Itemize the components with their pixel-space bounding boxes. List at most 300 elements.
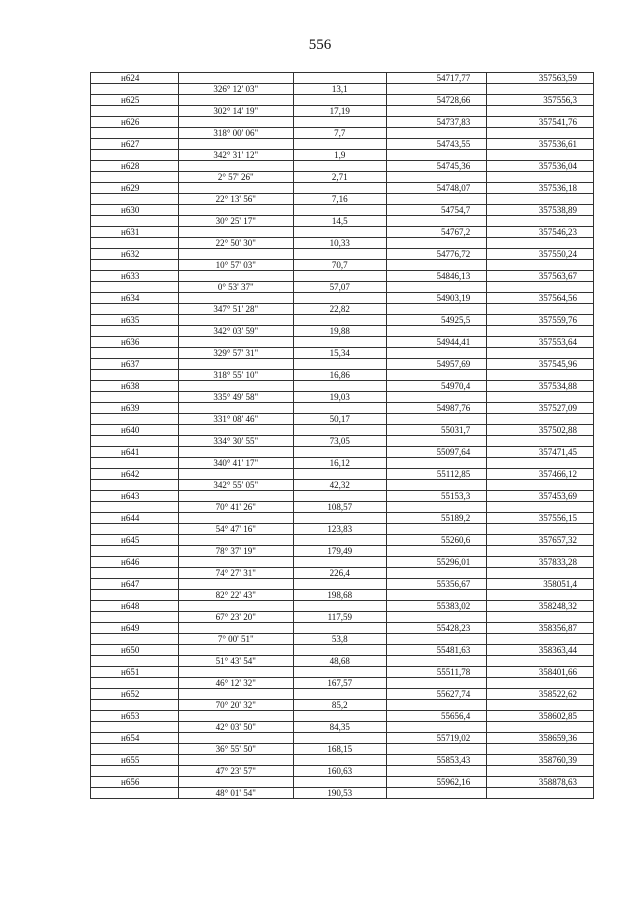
direction-angle: 74° 27' 31" — [179, 568, 293, 579]
empty-cell — [293, 733, 387, 744]
empty-cell — [179, 161, 293, 172]
segment-length: 168,15 — [293, 744, 387, 755]
direction-angle: 36° 55' 50" — [179, 744, 293, 755]
direction-angle: 47° 23' 57" — [179, 766, 293, 777]
empty-cell — [487, 128, 594, 139]
direction-angle: 30° 25' 17" — [179, 216, 293, 227]
empty-cell — [293, 579, 387, 590]
coordinates-table — [90, 72, 594, 799]
point-id: н656 — [91, 777, 179, 788]
empty-cell — [293, 271, 387, 282]
point-row — [91, 601, 594, 612]
empty-cell — [387, 568, 487, 579]
direction-angle: 48° 01' 54" — [179, 788, 293, 799]
empty-cell — [293, 601, 387, 612]
segment-row — [91, 282, 594, 293]
empty-cell — [293, 645, 387, 656]
point-id: н648 — [91, 601, 179, 612]
point-row — [91, 447, 594, 458]
direction-angle: 342° 03' 59" — [179, 326, 293, 337]
empty-cell — [293, 425, 387, 436]
direction-angle: 334° 30' 55" — [179, 436, 293, 447]
direction-angle: 51° 43' 54" — [179, 656, 293, 667]
empty-cell — [387, 766, 487, 777]
coordinate-y: 357541,76 — [487, 117, 594, 128]
empty-cell — [487, 84, 594, 95]
direction-angle: 326° 12' 03" — [179, 84, 293, 95]
coordinate-x: 54754,7 — [387, 205, 487, 216]
empty-cell — [293, 689, 387, 700]
empty-cell — [387, 612, 487, 623]
empty-cell — [487, 524, 594, 535]
point-id: н653 — [91, 711, 179, 722]
direction-angle: 67° 23' 20" — [179, 612, 293, 623]
empty-cell — [179, 711, 293, 722]
empty-cell — [91, 722, 179, 733]
coordinate-x: 55097,64 — [387, 447, 487, 458]
empty-cell — [487, 304, 594, 315]
segment-row — [91, 370, 594, 381]
coordinate-x: 55719,02 — [387, 733, 487, 744]
empty-cell — [293, 777, 387, 788]
segment-row — [91, 656, 594, 667]
empty-cell — [179, 315, 293, 326]
point-row — [91, 733, 594, 744]
empty-cell — [387, 238, 487, 249]
empty-cell — [179, 249, 293, 260]
segment-length: 85,2 — [293, 700, 387, 711]
direction-angle: 70° 20' 32" — [179, 700, 293, 711]
empty-cell — [387, 84, 487, 95]
empty-cell — [293, 447, 387, 458]
segment-row — [91, 172, 594, 183]
empty-cell — [91, 128, 179, 139]
empty-cell — [179, 117, 293, 128]
empty-cell — [179, 381, 293, 392]
point-row — [91, 755, 594, 766]
empty-cell — [293, 491, 387, 502]
segment-row — [91, 436, 594, 447]
empty-cell — [387, 700, 487, 711]
coordinate-y: 357563,67 — [487, 271, 594, 282]
segment-length: 190,53 — [293, 788, 387, 799]
segment-length: 117,59 — [293, 612, 387, 623]
segment-length: 73,05 — [293, 436, 387, 447]
point-row — [91, 359, 594, 370]
empty-cell — [91, 590, 179, 601]
coordinate-y: 358659,36 — [487, 733, 594, 744]
empty-cell — [91, 766, 179, 777]
empty-cell — [387, 282, 487, 293]
direction-angle: 22° 13' 56" — [179, 194, 293, 205]
empty-cell — [179, 227, 293, 238]
point-id: н650 — [91, 645, 179, 656]
empty-cell — [91, 282, 179, 293]
empty-cell — [487, 656, 594, 667]
segment-row — [91, 788, 594, 799]
empty-cell — [487, 348, 594, 359]
direction-angle: 54° 47' 16" — [179, 524, 293, 535]
empty-cell — [179, 645, 293, 656]
segment-length: 7,7 — [293, 128, 387, 139]
direction-angle: 10° 57' 03" — [179, 260, 293, 271]
point-id: н646 — [91, 557, 179, 568]
empty-cell — [91, 546, 179, 557]
segment-row — [91, 326, 594, 337]
point-row — [91, 535, 594, 546]
coordinate-y: 358356,87 — [487, 623, 594, 634]
point-row — [91, 271, 594, 282]
direction-angle: 318° 55' 10" — [179, 370, 293, 381]
empty-cell — [487, 744, 594, 755]
empty-cell — [179, 513, 293, 524]
empty-cell — [91, 502, 179, 513]
segment-length: 84,35 — [293, 722, 387, 733]
segment-row — [91, 238, 594, 249]
segment-length: 70,7 — [293, 260, 387, 271]
empty-cell — [179, 469, 293, 480]
empty-cell — [387, 106, 487, 117]
direction-angle: 42° 03' 50" — [179, 722, 293, 733]
point-row — [91, 315, 594, 326]
segment-length: 16,86 — [293, 370, 387, 381]
empty-cell — [487, 546, 594, 557]
coordinate-x: 54737,83 — [387, 117, 487, 128]
point-id: н638 — [91, 381, 179, 392]
empty-cell — [91, 392, 179, 403]
point-row — [91, 293, 594, 304]
coordinate-x: 55627,74 — [387, 689, 487, 700]
segment-row — [91, 458, 594, 469]
point-id: н639 — [91, 403, 179, 414]
segment-row — [91, 590, 594, 601]
coordinate-x: 54925,5 — [387, 315, 487, 326]
point-row — [91, 117, 594, 128]
empty-cell — [387, 172, 487, 183]
empty-cell — [487, 502, 594, 513]
coordinate-y: 357502,88 — [487, 425, 594, 436]
empty-cell — [91, 612, 179, 623]
empty-cell — [387, 260, 487, 271]
empty-cell — [91, 458, 179, 469]
coordinate-y: 357553,64 — [487, 337, 594, 348]
segment-row — [91, 766, 594, 777]
segment-length: 17,19 — [293, 106, 387, 117]
empty-cell — [91, 656, 179, 667]
empty-cell — [179, 337, 293, 348]
empty-cell — [293, 249, 387, 260]
coordinate-x: 55853,43 — [387, 755, 487, 766]
empty-cell — [387, 524, 487, 535]
empty-cell — [293, 557, 387, 568]
coordinate-x: 55656,4 — [387, 711, 487, 722]
segment-row — [91, 546, 594, 557]
segment-length: 42,32 — [293, 480, 387, 491]
coordinate-x: 54957,69 — [387, 359, 487, 370]
segment-length: 7,16 — [293, 194, 387, 205]
point-id: н652 — [91, 689, 179, 700]
coordinate-y: 358602,85 — [487, 711, 594, 722]
empty-cell — [91, 150, 179, 161]
coordinate-y: 357564,56 — [487, 293, 594, 304]
point-id: н637 — [91, 359, 179, 370]
segment-length: 19,03 — [293, 392, 387, 403]
coordinate-x: 55481,63 — [387, 645, 487, 656]
point-row — [91, 689, 594, 700]
direction-angle: 70° 41' 26" — [179, 502, 293, 513]
segment-length: 1,9 — [293, 150, 387, 161]
point-row — [91, 337, 594, 348]
empty-cell — [91, 568, 179, 579]
empty-cell — [387, 458, 487, 469]
empty-cell — [179, 777, 293, 788]
point-id: н629 — [91, 183, 179, 194]
empty-cell — [387, 546, 487, 557]
point-id: н631 — [91, 227, 179, 238]
empty-cell — [487, 172, 594, 183]
coordinate-y: 358878,63 — [487, 777, 594, 788]
empty-cell — [91, 370, 179, 381]
empty-cell — [487, 788, 594, 799]
segment-row — [91, 568, 594, 579]
empty-cell — [387, 788, 487, 799]
direction-angle: 335° 49' 58" — [179, 392, 293, 403]
coordinate-x: 54903,19 — [387, 293, 487, 304]
empty-cell — [179, 667, 293, 678]
point-id: н643 — [91, 491, 179, 502]
table-body — [91, 73, 594, 799]
empty-cell — [179, 293, 293, 304]
empty-cell — [293, 183, 387, 194]
direction-angle: 82° 22' 43" — [179, 590, 293, 601]
direction-angle: 78° 37' 19" — [179, 546, 293, 557]
direction-angle: 2° 57' 26" — [179, 172, 293, 183]
coordinate-x: 54717,77 — [387, 73, 487, 84]
empty-cell — [387, 744, 487, 755]
segment-length: 198,68 — [293, 590, 387, 601]
point-id: н635 — [91, 315, 179, 326]
empty-cell — [487, 436, 594, 447]
coordinate-y: 357527,09 — [487, 403, 594, 414]
point-row — [91, 249, 594, 260]
segment-row — [91, 524, 594, 535]
segment-row — [91, 634, 594, 645]
empty-cell — [293, 667, 387, 678]
segment-length: 22,82 — [293, 304, 387, 315]
coordinate-x: 55296,01 — [387, 557, 487, 568]
segment-row — [91, 348, 594, 359]
point-row — [91, 711, 594, 722]
empty-cell — [487, 634, 594, 645]
empty-cell — [487, 458, 594, 469]
empty-cell — [487, 612, 594, 623]
empty-cell — [387, 656, 487, 667]
segment-row — [91, 722, 594, 733]
empty-cell — [487, 414, 594, 425]
empty-cell — [293, 513, 387, 524]
empty-cell — [487, 282, 594, 293]
empty-cell — [293, 337, 387, 348]
empty-cell — [487, 480, 594, 491]
coordinate-y: 358522,62 — [487, 689, 594, 700]
empty-cell — [91, 788, 179, 799]
coordinate-x: 54767,2 — [387, 227, 487, 238]
coordinate-x: 55189,2 — [387, 513, 487, 524]
segment-length: 108,57 — [293, 502, 387, 513]
coordinate-y: 357536,61 — [487, 139, 594, 150]
empty-cell — [387, 194, 487, 205]
point-id: н626 — [91, 117, 179, 128]
empty-cell — [293, 469, 387, 480]
empty-cell — [91, 106, 179, 117]
segment-row — [91, 392, 594, 403]
segment-row — [91, 480, 594, 491]
empty-cell — [387, 370, 487, 381]
empty-cell — [387, 436, 487, 447]
segment-length: 167,57 — [293, 678, 387, 689]
segment-row — [91, 194, 594, 205]
segment-length: 179,49 — [293, 546, 387, 557]
coordinate-y: 357550,24 — [487, 249, 594, 260]
empty-cell — [91, 480, 179, 491]
empty-cell — [487, 260, 594, 271]
empty-cell — [91, 348, 179, 359]
empty-cell — [91, 634, 179, 645]
empty-cell — [293, 755, 387, 766]
empty-cell — [179, 95, 293, 106]
empty-cell — [293, 139, 387, 150]
coordinate-x: 54970,4 — [387, 381, 487, 392]
point-row — [91, 425, 594, 436]
empty-cell — [91, 216, 179, 227]
point-row — [91, 227, 594, 238]
empty-cell — [91, 260, 179, 271]
coordinate-y: 358051,4 — [487, 579, 594, 590]
direction-angle: 342° 55' 05" — [179, 480, 293, 491]
point-row — [91, 381, 594, 392]
empty-cell — [387, 348, 487, 359]
empty-cell — [293, 227, 387, 238]
point-id: н633 — [91, 271, 179, 282]
empty-cell — [179, 689, 293, 700]
direction-angle: 340° 41' 17" — [179, 458, 293, 469]
empty-cell — [487, 766, 594, 777]
empty-cell — [179, 623, 293, 634]
segment-row — [91, 216, 594, 227]
coordinate-x: 55031,7 — [387, 425, 487, 436]
empty-cell — [293, 359, 387, 370]
coordinate-y: 358248,32 — [487, 601, 594, 612]
segment-row — [91, 414, 594, 425]
coordinate-x: 55356,67 — [387, 579, 487, 590]
segment-length: 226,4 — [293, 568, 387, 579]
empty-cell — [179, 403, 293, 414]
coordinate-y: 358401,66 — [487, 667, 594, 678]
empty-cell — [293, 315, 387, 326]
direction-angle: 0° 53' 37" — [179, 282, 293, 293]
segment-length: 48,68 — [293, 656, 387, 667]
segment-row — [91, 260, 594, 271]
segment-row — [91, 304, 594, 315]
empty-cell — [293, 205, 387, 216]
coordinate-x: 54728,66 — [387, 95, 487, 106]
empty-cell — [387, 326, 487, 337]
point-id: н649 — [91, 623, 179, 634]
segment-row — [91, 678, 594, 689]
empty-cell — [387, 634, 487, 645]
point-id: н645 — [91, 535, 179, 546]
segment-length: 123,83 — [293, 524, 387, 535]
point-id: н644 — [91, 513, 179, 524]
point-row — [91, 645, 594, 656]
point-id: н632 — [91, 249, 179, 260]
empty-cell — [179, 601, 293, 612]
segment-length: 15,34 — [293, 348, 387, 359]
empty-cell — [293, 711, 387, 722]
empty-cell — [487, 568, 594, 579]
coordinate-y: 357545,96 — [487, 359, 594, 370]
point-id: н634 — [91, 293, 179, 304]
empty-cell — [179, 359, 293, 370]
empty-cell — [387, 304, 487, 315]
coordinate-y: 357536,18 — [487, 183, 594, 194]
empty-cell — [91, 744, 179, 755]
empty-cell — [387, 392, 487, 403]
empty-cell — [487, 194, 594, 205]
coordinate-x: 54846,13 — [387, 271, 487, 282]
coordinate-y: 357833,28 — [487, 557, 594, 568]
segment-length: 50,17 — [293, 414, 387, 425]
empty-cell — [91, 700, 179, 711]
coordinate-y: 357534,88 — [487, 381, 594, 392]
segment-row — [91, 700, 594, 711]
coordinate-y: 357546,23 — [487, 227, 594, 238]
empty-cell — [91, 194, 179, 205]
point-id: н628 — [91, 161, 179, 172]
segment-row — [91, 106, 594, 117]
empty-cell — [293, 161, 387, 172]
point-row — [91, 557, 594, 568]
point-id: н641 — [91, 447, 179, 458]
empty-cell — [293, 73, 387, 84]
point-row — [91, 183, 594, 194]
coordinate-x: 55153,3 — [387, 491, 487, 502]
empty-cell — [293, 381, 387, 392]
empty-cell — [179, 183, 293, 194]
coordinate-x: 55383,02 — [387, 601, 487, 612]
coordinate-x: 55112,85 — [387, 469, 487, 480]
coordinate-x: 54776,72 — [387, 249, 487, 260]
coordinate-y: 357657,32 — [487, 535, 594, 546]
empty-cell — [293, 293, 387, 304]
coordinate-x: 54944,41 — [387, 337, 487, 348]
empty-cell — [487, 150, 594, 161]
coordinate-y: 357563,59 — [487, 73, 594, 84]
direction-angle: 22° 50' 30" — [179, 238, 293, 249]
point-row — [91, 205, 594, 216]
segment-row — [91, 612, 594, 623]
empty-cell — [179, 733, 293, 744]
direction-angle: 347° 51' 28" — [179, 304, 293, 315]
empty-cell — [387, 216, 487, 227]
empty-cell — [387, 502, 487, 513]
empty-cell — [179, 271, 293, 282]
coordinate-y: 358363,44 — [487, 645, 594, 656]
coordinate-x: 54987,76 — [387, 403, 487, 414]
direction-angle: 342° 31' 12" — [179, 150, 293, 161]
empty-cell — [293, 117, 387, 128]
coordinate-x: 55511,78 — [387, 667, 487, 678]
